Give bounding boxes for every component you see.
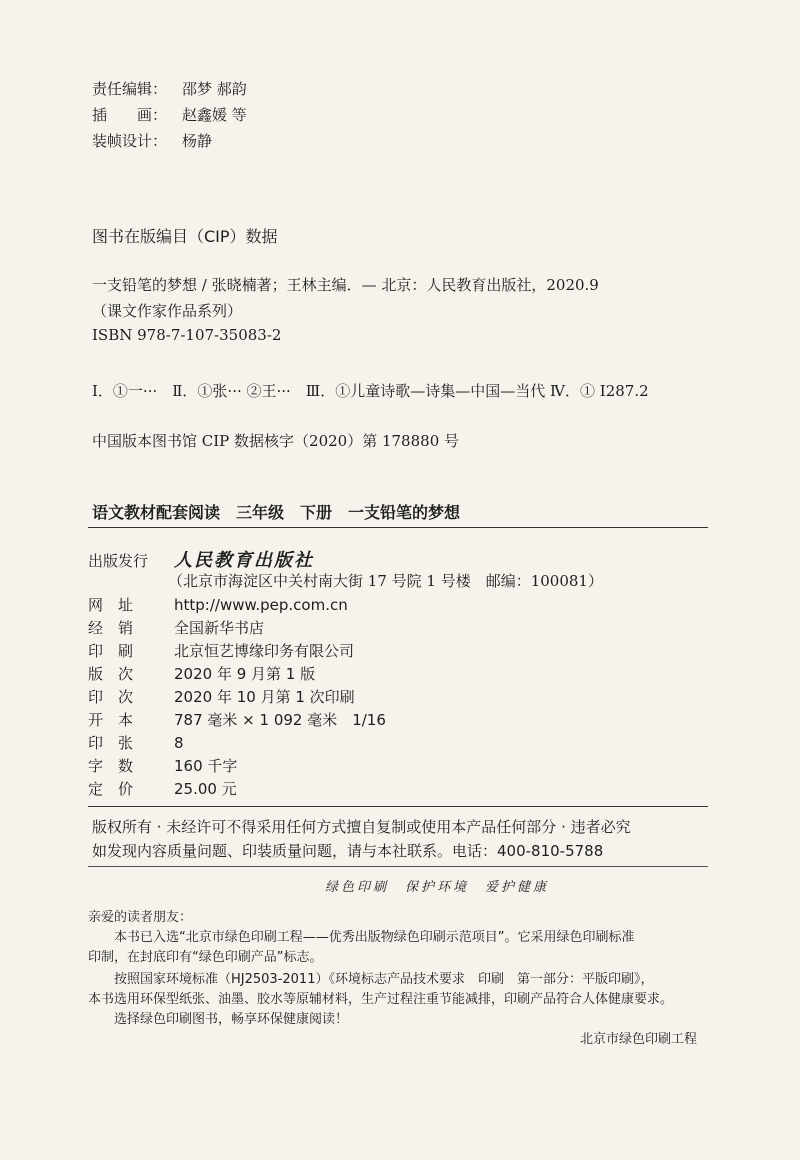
pub-row-wordcount	[88, 755, 237, 776]
pub-value: 160 千字	[174, 757, 238, 775]
credit-label: 插 画：	[92, 106, 168, 124]
credit-label: 装帧设计：	[92, 132, 168, 150]
publisher-label: 出版发行	[88, 552, 149, 570]
pub-value: 全国新华书店	[174, 619, 265, 637]
green-print-divider	[88, 866, 708, 867]
credit-editor	[92, 78, 247, 99]
letter-paragraph-2b: 本书选用环保型纸张、油墨、胶水等原辅材料，生产过程注重节能减排，印刷产品符合人体健康要求。	[88, 992, 674, 1007]
pub-row-format	[88, 709, 386, 730]
pub-value: 25.00 元	[174, 780, 237, 798]
green-print-slogan: 绿色印刷 保护环境 爱护健康	[325, 880, 550, 895]
pub-label: 经 销	[88, 619, 134, 637]
pub-label: 开 本	[88, 711, 134, 729]
pub-value: 8	[174, 734, 184, 752]
pub-value: 2020 年 9 月第 1 版	[174, 665, 316, 683]
pub-label: 网 址	[88, 596, 134, 614]
letter-signature: 北京市绿色印刷工程	[580, 1032, 698, 1047]
pub-row-printer	[88, 640, 354, 661]
cip-line-2: （课文作家作品系列）	[92, 302, 243, 320]
pub-row-distributor	[88, 617, 264, 638]
pub-value: 787 毫米 × 1 092 毫米 1/16	[174, 711, 386, 729]
credit-value: 邵梦 郝韵	[182, 80, 247, 98]
credit-illustrator	[92, 104, 247, 125]
copyright-top-divider	[88, 806, 708, 807]
pub-value: 2020 年 10 月第 1 次印刷	[174, 688, 355, 706]
pub-row-website	[88, 594, 348, 615]
pub-label: 印 张	[88, 734, 134, 752]
copyright-line-2: 如发现内容质量问题、印装质量问题，请与本社联系。电话：400-810-5788	[92, 842, 604, 860]
credit-designer	[92, 130, 212, 151]
cip-title: 图书在版编目（CIP）数据	[92, 227, 278, 246]
pub-value: 北京恒艺博缘印务有限公司	[174, 642, 355, 660]
publisher-row	[88, 546, 314, 572]
pub-label: 印 刷	[88, 642, 134, 660]
credit-label: 责任编辑：	[92, 80, 168, 98]
pub-value: http://www.pep.com.cn	[174, 596, 348, 614]
letter-paragraph-2a: 按照国家环境标准（HJ2503-2011）《环境标志产品技术要求 印刷 第一部分：平版印刷》，	[114, 972, 654, 987]
letter-paragraph-1a: 本书已入选“北京市绿色印刷工程——优秀出版物绿色印刷示范项目”。它采用绿色印刷标准	[114, 930, 635, 945]
letter-paragraph-3: 选择绿色印刷图书，畅享环保健康阅读！	[114, 1012, 349, 1027]
pub-row-impression	[88, 686, 355, 707]
pub-label: 定 价	[88, 780, 134, 798]
publisher-address: （北京市海淀区中关村南大街 17 号院 1 号楼 邮编：100081）	[168, 572, 603, 590]
letter-greeting: 亲爱的读者朋友：	[88, 910, 193, 925]
cip-classification: Ⅰ．①一··· Ⅱ．①张··· ②王··· Ⅲ．①儿童诗歌—诗集—中国—当代 Ⅳ．① I287.2	[92, 382, 649, 400]
cip-line-1: 一支铅笔的梦想 / 张晓楠著；王林主编．— 北京：人民教育出版社，2020.9	[92, 276, 599, 294]
title-divider	[88, 527, 708, 528]
credit-value: 杨静	[182, 132, 213, 150]
letter-paragraph-1b: 印制，在封底印有“绿色印刷产品”标志。	[88, 950, 323, 965]
book-title: 语文教材配套阅读 三年级 下册 一支铅笔的梦想	[92, 503, 461, 522]
pub-row-price	[88, 778, 237, 799]
pub-label: 字 数	[88, 757, 134, 775]
pub-row-edition	[88, 663, 315, 684]
cip-isbn: ISBN 978-7-107-35083-2	[92, 326, 282, 344]
credit-value: 赵鑫媛 等	[182, 106, 247, 124]
publisher-logo: 人民教育出版社	[174, 550, 314, 571]
copyright-line-1: 版权所有 · 未经许可不得采用任何方式擅自复制或使用本产品任何部分 · 违者必究	[92, 818, 631, 836]
cip-record: 中国版本图书馆 CIP 数据核字（2020）第 178880 号	[92, 432, 460, 450]
pub-label: 印 次	[88, 688, 134, 706]
pub-row-sheets	[88, 732, 184, 753]
pub-label: 版 次	[88, 665, 134, 683]
